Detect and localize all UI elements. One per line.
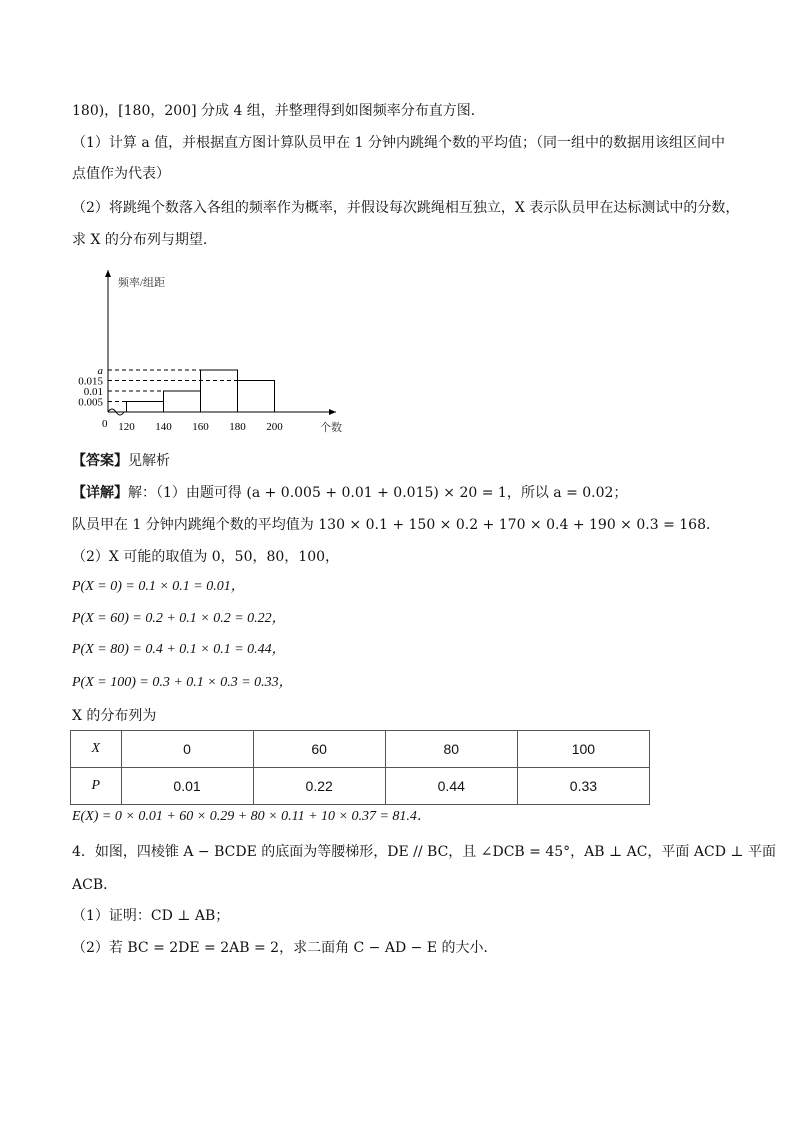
expectation-line: E(X) = 0 × 0.01 + 60 × 0.29 + 80 × 0.11 + 10 × 0.37 = 81.4． [72, 809, 431, 824]
table-cell: 60 [253, 731, 385, 768]
table-cell: 0 [121, 731, 253, 768]
answer-line [72, 452, 170, 470]
problem-text-line: 点值作为代表） [72, 166, 170, 182]
x-axis-arrow [329, 409, 336, 415]
probability-line: P(X = 100) = 0.3 + 0.1 × 0.3 = 0.33， [72, 675, 293, 690]
table-cell: 0.01 [121, 768, 253, 805]
y-axis-arrow [105, 270, 111, 277]
frequency-histogram [68, 262, 368, 442]
answer-text: 见解析 [128, 453, 170, 469]
probability-line: P(X = 0) = 0.1 × 0.1 = 0.01， [72, 579, 245, 594]
y-axis-label: 频率/组距 [118, 277, 166, 289]
detail-text: 解：（1）由题可得 (a + 0.005 + 0.01 + 0.015) × 20 = 1，所以 a = 0.02； [128, 485, 628, 501]
y-tick-label: 0.015 [78, 375, 103, 388]
x-axis-label: 个数 [320, 422, 342, 434]
table-cell: P [71, 768, 122, 805]
detail-line [72, 484, 627, 502]
y-tick-label: a [97, 365, 103, 377]
origin-label: 0 [102, 418, 108, 430]
table-cell: 0.44 [385, 768, 517, 805]
answer-tag: 【答案】 [72, 453, 128, 469]
problem-text-line: （1）证明：CD ⊥ AB； [72, 908, 230, 924]
x-tick-label: 160 [192, 421, 209, 433]
x-tick-label: 180 [229, 421, 246, 433]
table-row [71, 768, 650, 805]
y-tick-label: 0.005 [78, 396, 103, 409]
table-cell: 80 [385, 731, 517, 768]
y-tick-label: 0.01 [83, 386, 103, 398]
histogram-bar [238, 381, 275, 413]
histogram-bar [201, 370, 238, 412]
histogram-bar [164, 391, 201, 412]
table-cell: 100 [517, 731, 649, 768]
distribution-table [70, 730, 650, 805]
detail-line: X 的分布列为 [72, 708, 157, 724]
x-tick-label: 120 [118, 421, 135, 433]
problem-text-line: （2）将跳绳个数落入各组的频率作为概率，并假设每次跳绳相互独立，X 表示队员甲在达标测试中的分数， [72, 200, 740, 216]
table-cell: X [71, 731, 122, 768]
problem-text-line: （1）计算 a 值，并根据直方图计算队员甲在 1 分钟内跳绳个数的平均值；（同一组中的数据用该组区间中 [72, 135, 725, 151]
probability-line: P(X = 60) = 0.2 + 0.1 × 0.2 = 0.22， [72, 611, 286, 626]
table-row [71, 731, 650, 768]
x-tick-label: 200 [266, 421, 283, 433]
problem-text-line: 求 X 的分布列与期望． [72, 232, 217, 248]
table-cell: 0.22 [253, 768, 385, 805]
histogram-bar [127, 402, 164, 413]
table-cell: 0.33 [517, 768, 649, 805]
detail-line: （2）X 可能的取值为 0，50，80，100， [72, 549, 340, 565]
detail-line: 队员甲在 1 分钟内跳绳个数的平均值为 130 × 0.1 + 150 × 0.2 + 170 × 0.4 + 190 × 0.3 = 168． [72, 517, 720, 533]
problem-text-line: 180)，[180，200] 分成 4 组，并整理得到如图频率分布直方图． [72, 103, 485, 119]
problem-text-line: （2）若 BC = 2DE = 2AB = 2，求二面角 C − AD − E 的大小． [72, 940, 498, 956]
probability-line: P(X = 80) = 0.4 + 0.1 × 0.1 = 0.44， [72, 642, 286, 657]
problem-text-line: 4．如图，四棱锥 A − BCDE 的底面为等腰梯形，DE // BC，且 ∠DCB = 45°，AB ⊥ AC，平面 ACD ⊥ 平面 [72, 844, 776, 860]
problem-text-line: ACB． [72, 877, 118, 893]
detail-tag: 【详解】 [72, 485, 128, 501]
x-tick-label: 140 [155, 421, 172, 433]
